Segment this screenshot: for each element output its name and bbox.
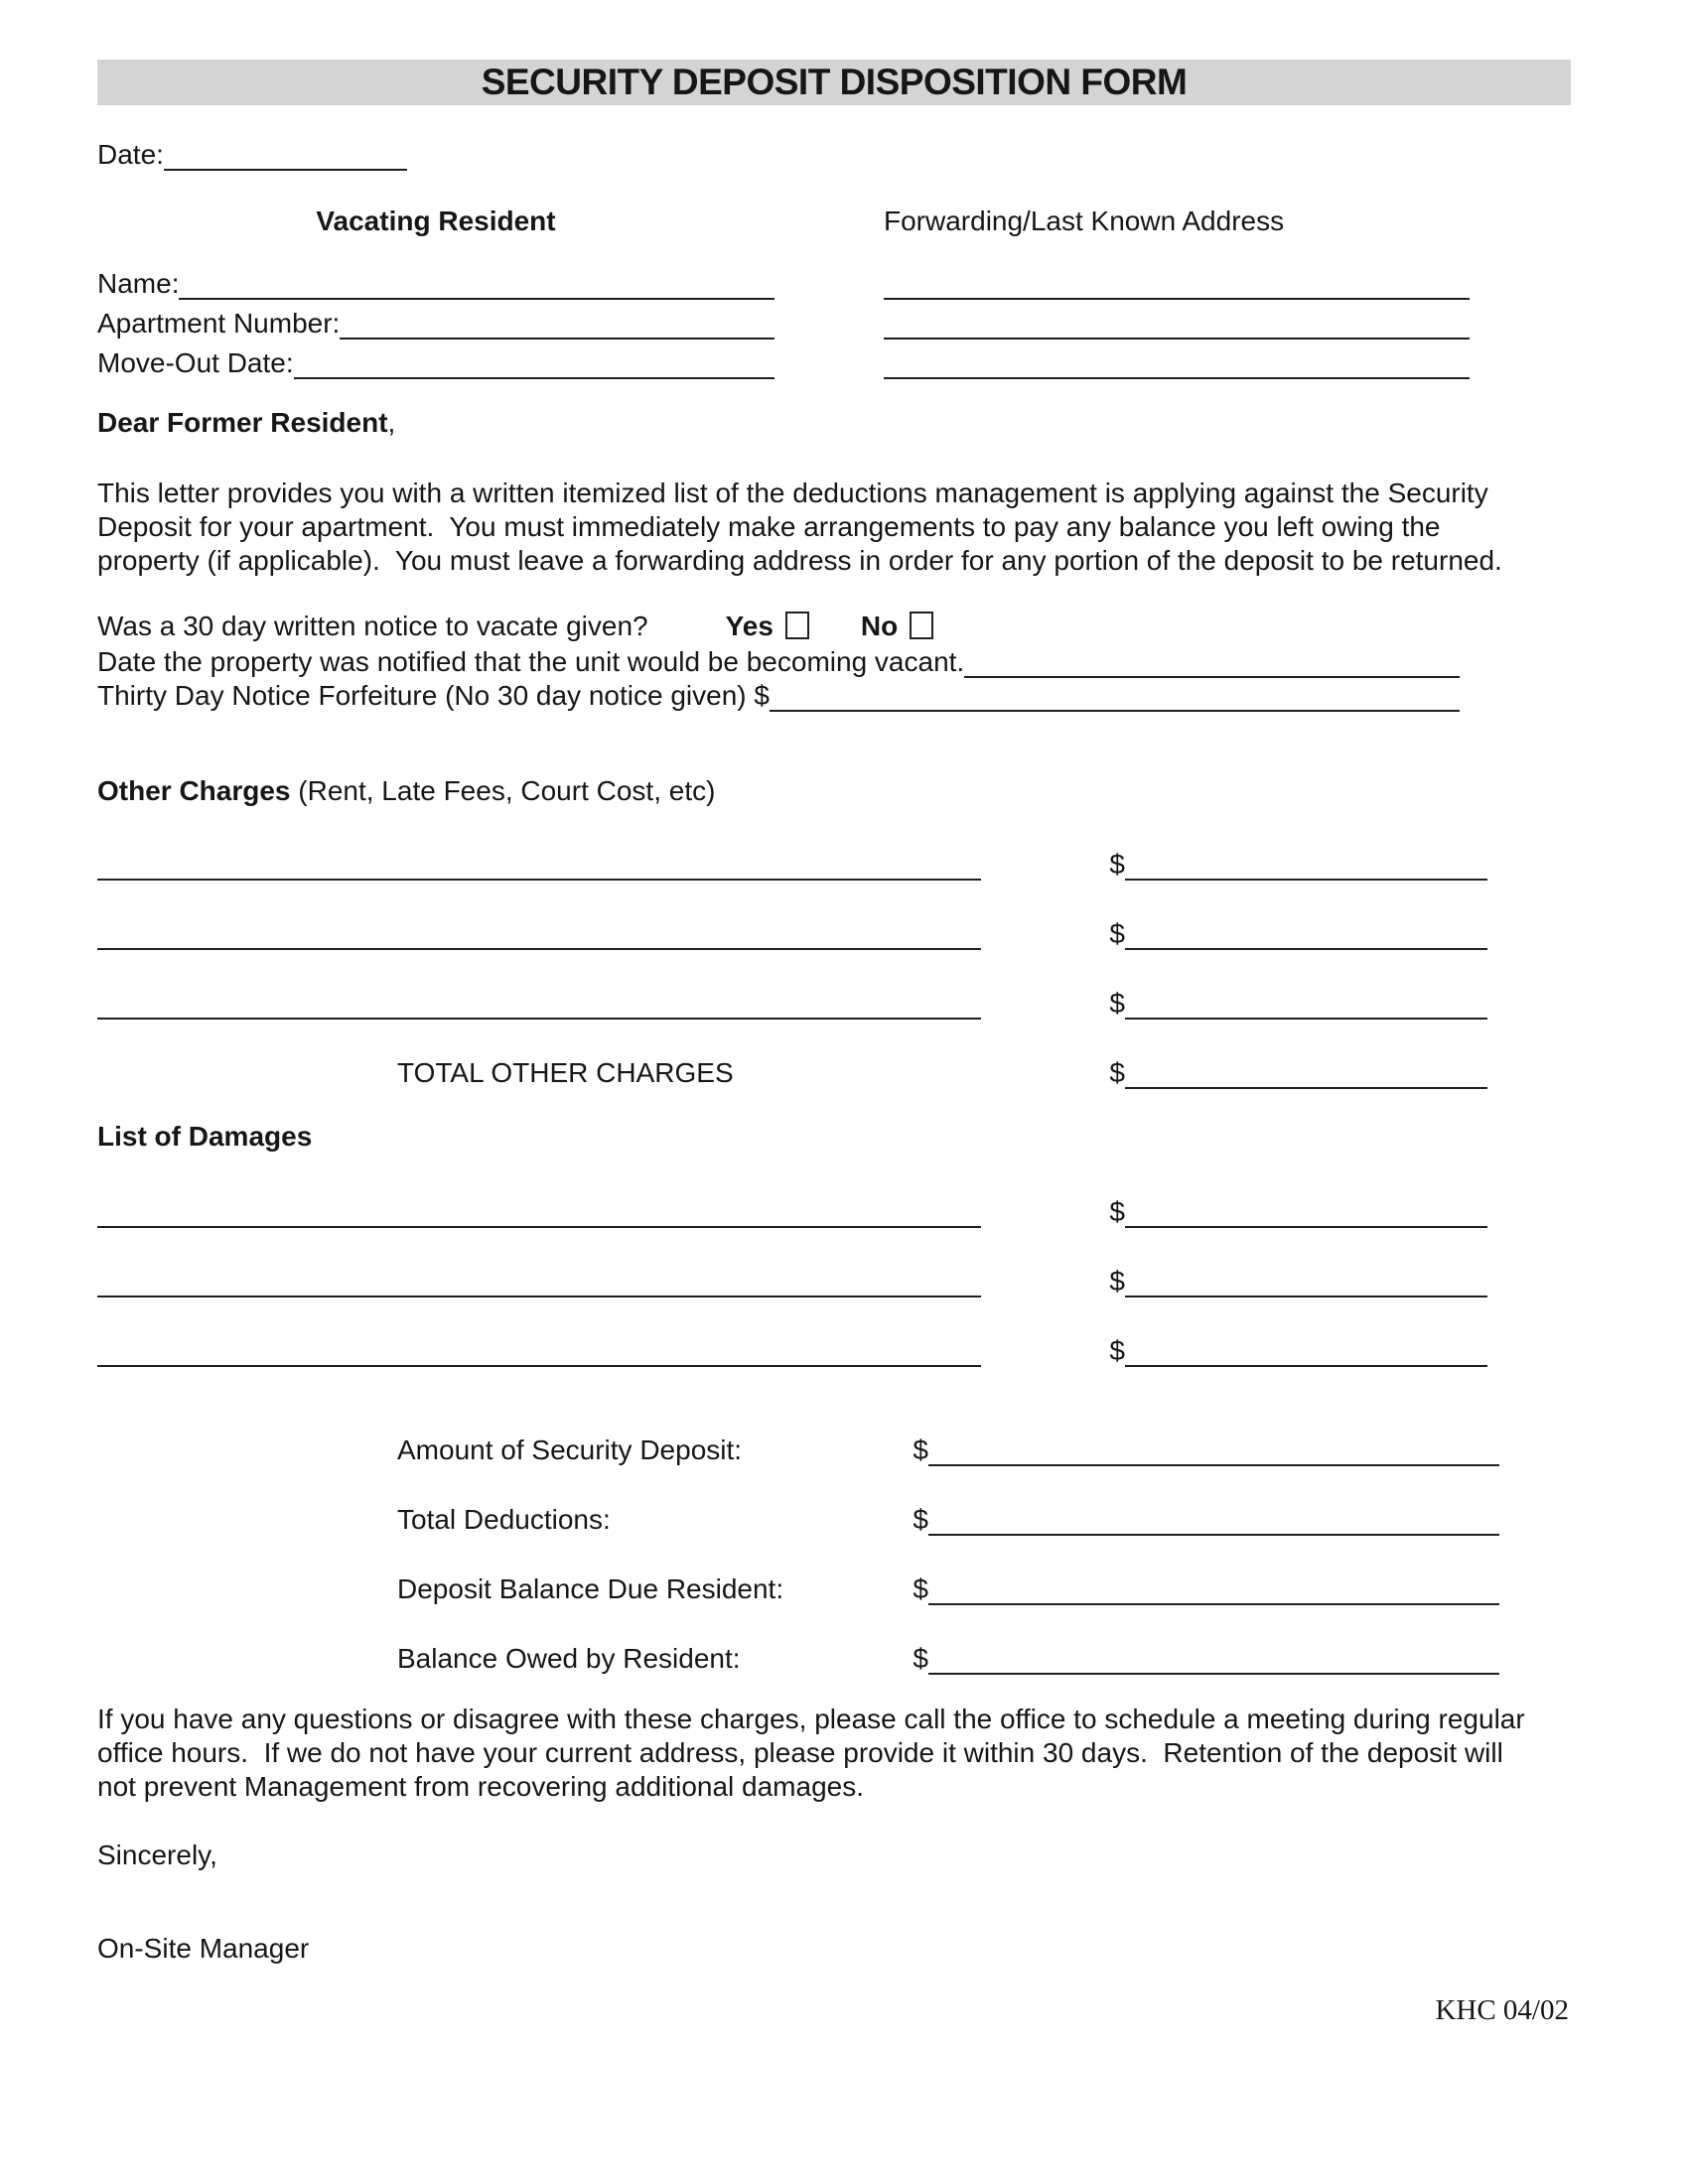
dollar-sign: $ [1109,918,1125,949]
charge-amount-line-2[interactable] [1125,948,1487,950]
total-deductions-line[interactable] [928,1534,1499,1536]
security-deposit-amount-line[interactable] [928,1464,1499,1466]
list-of-damages-title: List of Damages [97,1121,313,1152]
date-notified-blank-line[interactable] [964,676,1460,678]
charge-row-2 [97,881,1549,950]
date-blank-line[interactable] [164,169,407,171]
deposit-balance-due-label: Deposit Balance Due Resident: [397,1573,784,1604]
salutation-text: Dear Former Resident [97,407,388,438]
other-charges-title: Other Charges [97,775,291,806]
balance-owed-row [97,1605,1549,1675]
intro-paragraph: This letter provides you with a written itemized list of the deductions management is applying against the Security Deposit for your apartment. You must immediately make arrangements to pay any balance you left owing the property (if applicable). You must leave a forwarding address in order for any portion of the deposit to be returned. [97,478,1502,576]
dollar-sign: $ [913,1504,928,1535]
dollar-sign: $ [1109,1057,1125,1088]
forfeiture-label: Thirty Day Notice Forfeiture (No 30 day notice given) [97,680,747,711]
total-deductions-label: Total Deductions: [397,1504,611,1535]
move-out-date-field-row [97,340,1549,379]
dollar-sign: $ [1109,1196,1125,1227]
security-deposit-amount-label: Amount of Security Deposit: [397,1434,743,1465]
apartment-number-label: Apartment Number: [97,308,341,339]
damage-description-line-2[interactable] [97,1296,981,1297]
yes-label: Yes [725,611,774,641]
forwarding-address-line-3[interactable] [884,377,1470,379]
deposit-balance-due-row [97,1536,1549,1605]
dollar-sign: $ [1109,1266,1125,1297]
no-label: No [860,611,899,641]
date-field [97,141,1549,171]
form-code: KHC 04/02 [1435,1994,1569,2026]
forwarding-address-heading: Forwarding/Last Known Address [884,205,1285,236]
other-charges-note: (Rent, Late Fees, Court Cost, etc) [290,775,716,806]
total-other-charges-label: TOTAL OTHER CHARGES [397,1057,734,1088]
dollar-sign: $ [754,680,770,711]
other-charges-heading [97,775,1549,811]
salutation [97,407,1549,441]
no-checkbox[interactable] [910,612,933,639]
signature-title: On-Site Manager [97,1933,310,1964]
date-notified-label: Date the property was notified that the unit would be becoming vacant. [97,646,965,677]
forwarding-address-line-1[interactable] [884,298,1470,300]
dollar-sign: $ [913,1643,928,1674]
damage-amount-line-1[interactable] [1125,1226,1487,1228]
charge-amount-line-1[interactable] [1125,879,1487,881]
damage-row-1 [97,1159,1549,1228]
salutation-comma: , [387,407,396,438]
charge-row-3 [97,950,1549,1020]
name-blank-line[interactable] [179,298,774,300]
dollar-sign: $ [1109,988,1125,1019]
deposit-balance-due-line[interactable] [928,1603,1499,1605]
damage-row-3 [97,1297,1549,1367]
apartment-number-field-row [97,300,1549,340]
dollar-sign: $ [913,1573,928,1604]
total-deductions-row [97,1466,1549,1536]
total-other-charges-amount-line[interactable] [1125,1087,1487,1089]
resident-fields [97,260,1549,379]
apartment-number-blank-line[interactable] [340,338,774,340]
move-out-date-blank-line[interactable] [294,377,774,379]
total-other-charges-row [97,1049,1549,1089]
title-banner [97,60,1571,105]
damage-rows [97,1159,1549,1367]
charge-description-line-1[interactable] [97,879,981,881]
security-deposit-amount-row [97,1397,1549,1466]
deposit-summary [97,1397,1549,1675]
date-label: Date: [97,139,164,170]
balance-owed-line[interactable] [928,1673,1499,1675]
balance-owed-label: Balance Owed by Resident: [397,1643,741,1674]
name-field-row [97,260,1549,300]
dollar-sign: $ [1109,849,1125,880]
move-out-date-label: Move-Out Date: [97,347,294,378]
yes-checkbox[interactable] [785,612,809,639]
dollar-sign: $ [1109,1335,1125,1366]
other-charges-rows [97,811,1549,1020]
charge-description-line-2[interactable] [97,948,981,950]
charge-description-line-3[interactable] [97,1018,981,1020]
date-notified-field [97,644,1549,678]
damage-amount-line-2[interactable] [1125,1296,1487,1297]
forfeiture-field [97,678,1549,712]
damage-description-line-3[interactable] [97,1365,981,1367]
damage-description-line-1[interactable] [97,1226,981,1228]
charge-row-1 [97,811,1549,881]
forwarding-address-line-2[interactable] [884,338,1470,340]
list-of-damages-heading [97,1121,1549,1157]
thirty-day-notice-question [97,610,1549,644]
damage-amount-line-3[interactable] [1125,1365,1487,1367]
charge-amount-line-3[interactable] [1125,1018,1487,1020]
notice-question-text: Was a 30 day written notice to vacate given? [97,611,648,641]
dollar-sign: $ [913,1434,928,1465]
damage-row-2 [97,1228,1549,1297]
page-title: SECURITY DEPOSIT DISPOSITION FORM [481,62,1188,102]
forfeiture-blank-line[interactable] [770,710,1460,712]
column-headings [97,204,1549,237]
closing-paragraph: If you have any questions or disagree with these charges, please call the office to schedule a meeting during regular office hours. If we do not have your current address, please provide it within 30 days. Retention of the deposit will not prevent Management from recovering additional damages. [97,1704,1533,1802]
sincerely-text: Sincerely, [97,1840,217,1870]
name-label: Name: [97,268,180,299]
vacating-resident-heading: Vacating Resident [316,205,556,236]
